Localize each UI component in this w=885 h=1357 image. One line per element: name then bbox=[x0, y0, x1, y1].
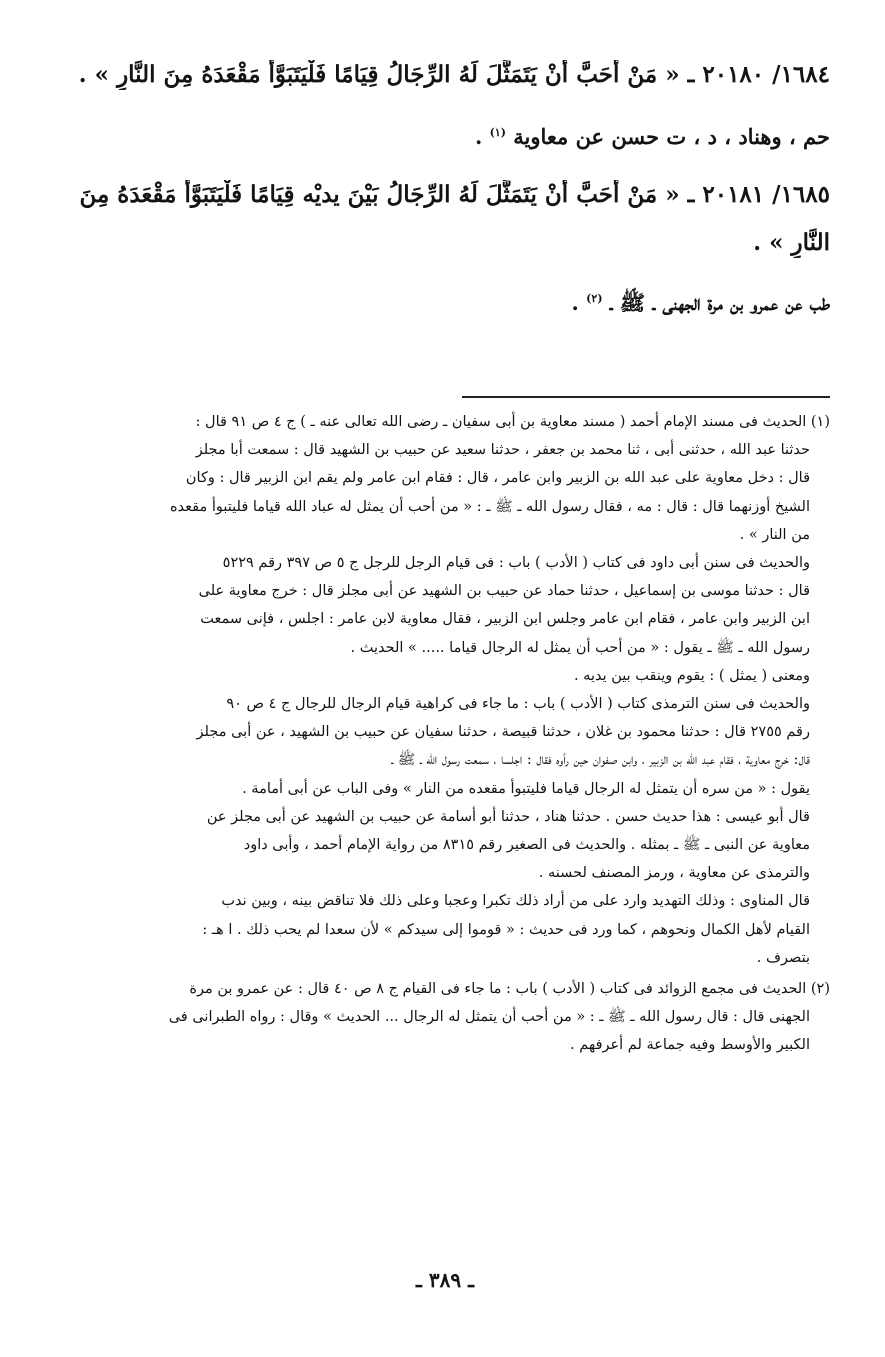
footnote-line: (١) الحديث فى مسند الإمام أحمد ( مسند معاوية بن أبى سفيان ـ رضى الله تعالى عنه ـ ) ج ٤ ص ٩١ قال : bbox=[195, 414, 830, 430]
footnote-line: معاوية عن النبى ـ ﷺ ـ بمثله . والحديث فى الصغير رقم ٨٣١٥ من رواية الإمام أحمد ، وأبى داود bbox=[243, 837, 810, 854]
footnote-line: يقول : « من سره أن يتمثل له الرجال قياما فليتبوأ مقعده من النار » وفى الباب عن أبى أمامة . bbox=[242, 780, 810, 797]
footnote-line: قال أبو عيسى : هذا حديث حسن . حدثنا هناد ، حدثنا أبو أسامة عن حبيب بن الشهيد عن أبى مجلز عن bbox=[206, 808, 810, 825]
hadith-section bbox=[60, 60, 830, 318]
footnote-line: ومعنى ( يمثل ) : يقوم وينقب بين يديه . bbox=[573, 667, 810, 684]
footnote-line: قال المناوى : وذلك التهديد وارد على من أراد ذلك تكبرا وعجبا وعلى ذلك فلا تناقض بينه ، وبين ندب bbox=[221, 893, 810, 910]
footnote-line: والترمذى عن معاوية ، ورمز المصنف لحسنه . bbox=[538, 865, 810, 882]
footnote-line: الشيخ أوزنهما قال : قال : مه ، فقال رسول الله ـ ﷺ ـ : « من أحب أن يمثل له عباد الله قياما فليتبوأ مقعده bbox=[169, 498, 810, 515]
hadith-1685-line-1: ١٦٨٥/ ٢٠١٨١ ـ « مَنْ أَحَبَّ أَنْ يَتَمَثَّلَ لَهُ الرِّجَالُ بَيْنَ يديْه قِيَامًا فَلْيَتَبَوَّأْ مَقْعَدَهُ مِنَ bbox=[79, 181, 830, 208]
page-number: ـ ٣٨٩ ـ bbox=[416, 1268, 474, 1292]
footnote-line: قال : حدثنا موسى بن إسماعيل ، حدثنا حماد عن حبيب بن الشهيد عن أبى مجلز قال : خرج معاوية على bbox=[198, 583, 810, 600]
footnotes bbox=[60, 408, 830, 1060]
book-page bbox=[60, 0, 830, 1357]
footnote-line: والحديث فى سنن الترمذى كتاب ( الأدب ) باب : ما جاء فى كراهية قيام الرجال للرجال ج ٤ ص ٩٠ bbox=[226, 696, 810, 713]
footnote-line: قال : دخل معاوية على عبد الله بن الزبير وابن عامر ، قال : فقام ابن عامر ولم يقم ابن الزبير قال : وكان bbox=[185, 470, 810, 487]
hadith-1685-source: طب عن عمرو بن مرة الجهنى ـ ﷺ ـ $^{(٢)}$ . bbox=[571, 290, 830, 315]
footnote-line: القيام لأهل الكمال ونحوهم ، كما ورد فى حديث : « قوموا إلى سيدكم » لأن سعدا لم يحب ذلك . ا هـ : bbox=[202, 921, 810, 938]
footnote-divider bbox=[462, 396, 830, 398]
footnote-ref-2: (٢) bbox=[586, 292, 603, 305]
footnote-line: من النار » . bbox=[739, 526, 810, 543]
source-text: حم ، وهناد ، د ، ت حسن عن معاوية bbox=[513, 124, 830, 149]
footnote-line: قال: خرج معاوية ، فقام عبد الله بن الزبير ، وابن صفوان حين رأوه فقال : اجلسا ، سمعت رسول الله ـ ﷺ ـ bbox=[391, 752, 810, 769]
footnote-line: (٢) الحديث فى مجمع الزوائد فى كتاب ( الأدب ) باب : ما جاء فى القيام ج ٨ ص ٤٠ قال : عن عمرو بن مرة bbox=[189, 981, 830, 998]
hadith-1684-source: حم ، وهناد ، د ، ت حسن عن معاوية $^{(١)}$ . bbox=[474, 124, 830, 149]
hadith-1685-line-2: النَّارِ » . bbox=[753, 229, 830, 256]
footnote-ref-1: (١) bbox=[489, 126, 506, 139]
footnote-line: ابن الزبير وابن عامر ، فقام ابن عامر وجلس ابن الزبير ، فقال معاوية لابن عامر : اجلس ، فإنى سمعت bbox=[200, 611, 810, 628]
source-text: طب عن عمرو بن مرة الجهنى ـ ﷺ ـ bbox=[609, 290, 830, 315]
hadith-1684: ١٦٨٤/ ٢٠١٨٠ ـ « مَنْ أَحَبَّ أَنْ يَتَمَثَّلَ لَهُ الرِّجَالُ قِيَامًا فَلْيَتَبَوَّأْ مَقْعَدَهُ مِنَ النَّارِ » . bbox=[78, 61, 830, 88]
footnote-line: الكبير والأوسط وفيه جماعة لم أعرفهم . bbox=[570, 1037, 810, 1054]
footnote-line: الجهنى قال : قال رسول الله ـ ﷺ ـ : « من أحب أن يتمثل له الرجال ... الحديث » وقال : رواه الطبرانى فى bbox=[168, 1009, 810, 1026]
footnote-line: والحديث فى سنن أبى داود فى كتاب ( الأدب ) باب : فى قيام الرجل للرجل ج ٥ ص ٣٩٧ رقم ٥٢٢٩ bbox=[222, 555, 810, 572]
footnote-line: بتصرف . bbox=[756, 949, 810, 966]
footnote-line: رسول الله ـ ﷺ ـ يقول : « من أحب أن يمثل له الرجال قياما ..... » الحديث . bbox=[350, 639, 810, 656]
footnote-line: حدثنا عبد الله ، حدثنى أبى ، ثنا محمد بن جعفر ، حدثنا سعيد عن حبيب بن الشهيد قال : سمعت أبا مجلز bbox=[195, 442, 810, 459]
footnote-line: رقم ٢٧٥٥ قال : حدثنا محمود بن غلان ، حدثنا قبيصة ، حدثنا سفيان عن حبيب بن الشهيد ، عن أبى مجلز bbox=[196, 724, 810, 741]
